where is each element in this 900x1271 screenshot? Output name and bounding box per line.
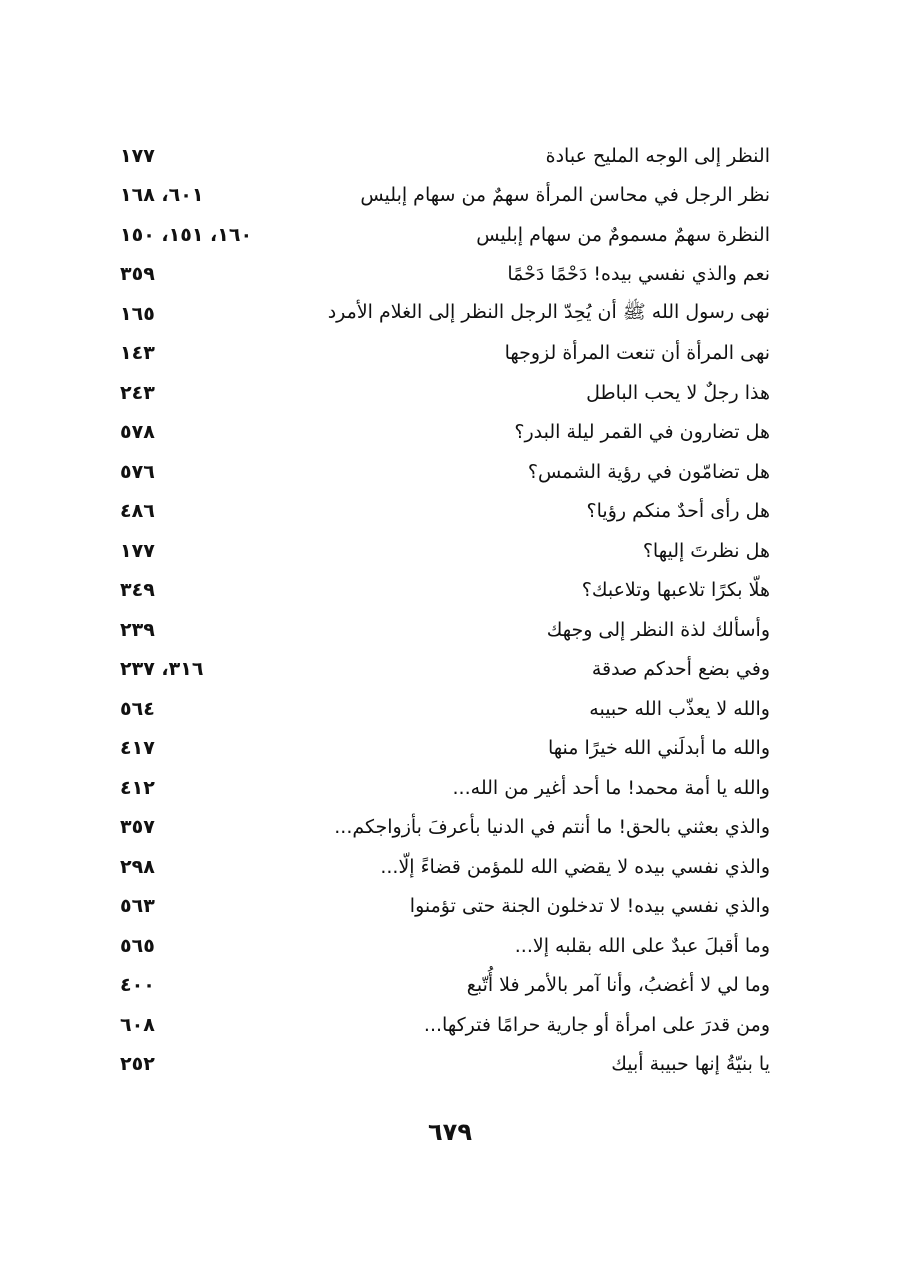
entry-text: النظرة سهمٌ مسمومٌ من سهام إبليس: [476, 223, 770, 246]
index-entry: [120, 689, 770, 729]
entry-text: والله يا أمة محمد! ما أحد أغير من الله...: [452, 776, 770, 799]
entry-page-refs: ٣٥٧: [120, 816, 155, 839]
index-entry: [120, 294, 770, 334]
entry-text: النظر إلى الوجه المليح عبادة: [545, 144, 770, 167]
index-entry: [120, 492, 770, 532]
index-entry: [120, 571, 770, 611]
entry-page-refs: ٢٩٨: [120, 855, 155, 878]
entry-page-refs: ١٦٥: [120, 302, 155, 325]
entry-page-refs: ٥٦٥: [120, 934, 155, 957]
entry-text: هل تضارون في القمر ليلة البدر؟: [514, 421, 770, 444]
entry-text: نظر الرجل في محاسن المرأة سهمٌ من سهام إبليس: [360, 184, 770, 207]
entry-text: يا بنيّةُ إنها حبيبة أبيك: [611, 1053, 770, 1076]
index-entry: [120, 808, 770, 848]
hadith-index-list: [120, 136, 770, 1084]
entry-text: هل نظرتَ إليها؟: [642, 539, 770, 562]
index-entry: [120, 413, 770, 453]
index-entry: [120, 215, 770, 255]
entry-text: نهى رسول الله ﷺ أن يُحِدّ الرجل النظر إلى الغلام الأمرد: [327, 300, 770, 323]
index-entry: [120, 926, 770, 966]
entry-text: وما لي لا أغضبُ، وأنا آمر بالأمر فلا أُتّبع: [466, 974, 770, 997]
index-entry: [120, 610, 770, 650]
entry-page-refs: ١٧٧: [120, 539, 155, 562]
entry-text: والذي بعثني بالحق! ما أنتم في الدنيا بأعرفَ بأزواجكم...: [334, 816, 770, 839]
entry-text: وأسألك لذة النظر إلى وجهك: [546, 618, 770, 641]
entry-page-refs: ٦٠٨: [120, 1013, 155, 1036]
entry-text: نعم والذي نفسي بيده! دَحْمًا دَحْمًا: [507, 263, 770, 286]
entry-text: هلّا بكرًا تلاعبها وتلاعبك؟: [581, 579, 770, 602]
index-entry: [120, 847, 770, 887]
index-entry: [120, 768, 770, 808]
index-entry: [120, 729, 770, 769]
index-entry: [120, 136, 770, 176]
entry-page-refs: ١٧٧: [120, 144, 155, 167]
entry-text: هل رأى أحدٌ منكم رؤيا؟: [586, 500, 770, 523]
entry-page-refs: ١٤٣: [120, 342, 155, 365]
index-entry: [120, 531, 770, 571]
entry-page-refs: ٤١٢: [120, 776, 155, 799]
entry-page-refs: ٣٤٩: [120, 579, 155, 602]
entry-text: هل تضامّون في رؤية الشمس؟: [527, 460, 770, 483]
entry-page-refs: ٣٥٩: [120, 263, 155, 286]
entry-page-refs: ٤٠٠: [120, 974, 155, 997]
index-entry: [120, 176, 770, 216]
entry-text: والذي نفسي بيده! لا تدخلون الجنة حتى تؤمنوا: [409, 895, 770, 918]
entry-page-refs: ٤١٧: [120, 737, 155, 760]
index-entry: [120, 255, 770, 295]
entry-text: وفي بضع أحدكم صدقة: [591, 658, 770, 681]
entry-text: والله لا يعذّب الله حبيبه: [589, 697, 770, 720]
index-entry: [120, 1005, 770, 1045]
entry-text: والله ما أبدلَني الله خيرًا منها: [547, 737, 770, 760]
entry-page-refs: ٥٧٦: [120, 460, 155, 483]
entry-page-refs: ٢٣٩: [120, 618, 155, 641]
index-entry: [120, 334, 770, 374]
index-entry: [120, 650, 770, 690]
entry-page-refs: ٤٨٦: [120, 500, 155, 523]
entry-page-refs: ٣١٦، ٢٣٧: [120, 658, 204, 681]
entry-page-refs: ٥٦٣: [120, 895, 155, 918]
index-entry: [120, 452, 770, 492]
entry-text: نهى المرأة أن تنعت المرأة لزوجها: [504, 342, 770, 365]
index-entry: [120, 373, 770, 413]
entry-text: وما أقبلَ عبدٌ على الله بقلبه إلا...: [514, 934, 770, 957]
entry-page-refs: ٦٠١، ١٦٨: [120, 184, 204, 207]
entry-text: هذا رجلٌ لا يحب الباطل: [586, 381, 770, 404]
entry-text: والذي نفسي بيده لا يقضي الله للمؤمن قضاءً إلّا...: [380, 855, 770, 878]
entry-page-refs: ٥٧٨: [120, 421, 155, 444]
index-entry: [120, 966, 770, 1006]
entry-page-refs: ٢٥٢: [120, 1053, 155, 1076]
entry-page-refs: ٥٦٤: [120, 697, 155, 720]
index-entry: [120, 1045, 770, 1085]
page-number: ٦٧٩: [428, 1118, 472, 1146]
index-entry: [120, 887, 770, 927]
entry-text: ومن قدرَ على امرأة أو جارية حرامًا فتركها...: [423, 1013, 770, 1036]
entry-page-refs: ٢٤٣: [120, 381, 155, 404]
entry-page-refs: ١٦٠، ١٥١، ١٥٠: [120, 223, 253, 246]
